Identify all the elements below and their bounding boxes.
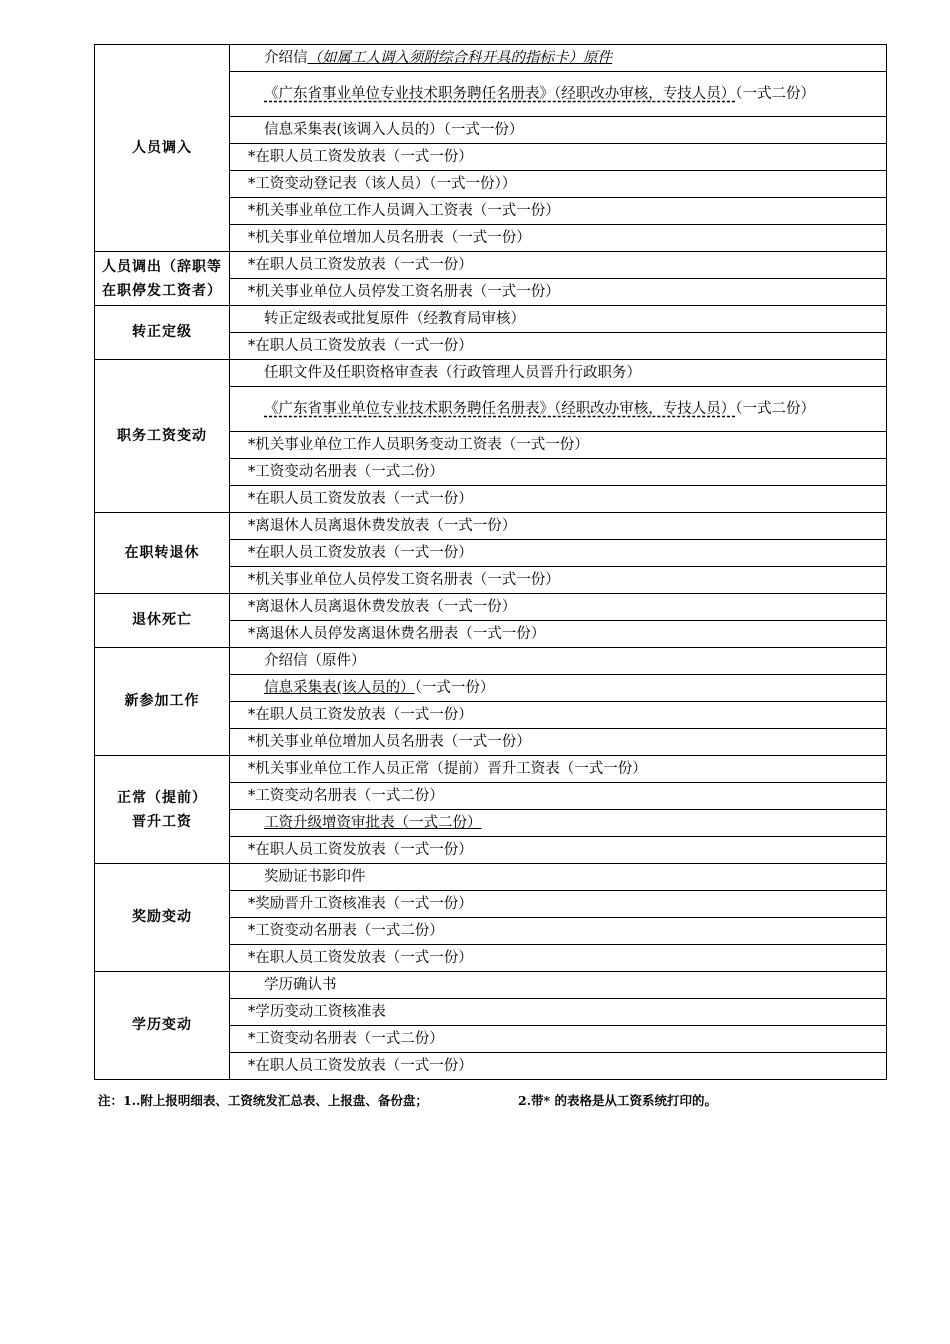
row-item	[230, 972, 887, 999]
row-text: *机关事业单位工作人员调入工资表（一式一份）	[248, 203, 560, 219]
category-award: 奖励变动	[95, 864, 230, 972]
row-item	[230, 648, 887, 675]
row-item	[230, 144, 887, 171]
row-item	[230, 810, 887, 837]
row-text-note: （一式一份）	[414, 680, 495, 696]
row-text: *在职人员工资发放表（一式一份）	[248, 842, 473, 858]
row-text: *在职人员工资发放表（一式一份）	[248, 707, 473, 723]
category-duty-change: 职务工资变动	[95, 360, 230, 513]
footnote-1: 注：1..附上报明细表、工资统发汇总表、上报盘、备份盘；	[98, 1093, 428, 1108]
row-item	[230, 252, 887, 279]
row-text: *学历变动工资核准表	[248, 1004, 386, 1020]
row-text: *工资变动名册表（一式二份）	[248, 464, 444, 480]
footnote	[98, 1091, 717, 1109]
row-text: *在职人员工资发放表（一式一份）	[248, 257, 473, 273]
row-item	[230, 171, 887, 198]
row-item	[230, 387, 887, 432]
row-item	[230, 918, 887, 945]
category-new-hire: 新参加工作	[95, 648, 230, 756]
row-item	[230, 567, 887, 594]
row-item	[230, 198, 887, 225]
row-item	[230, 999, 887, 1026]
row-text: *工资变动登记表（该人员）（一式一份））	[248, 176, 517, 192]
row-item	[230, 333, 887, 360]
category-retiree-death: 退休死亡	[95, 594, 230, 648]
row-text: *工资变动名册表（一式二份）	[248, 788, 444, 804]
row-text: *机关事业单位增加人员名册表（一式一份）	[248, 230, 531, 246]
row-item	[230, 360, 887, 387]
row-item	[230, 225, 887, 252]
row-text: 介绍信（原件）	[264, 653, 366, 669]
row-item	[230, 729, 887, 756]
row-text: 介绍信	[264, 50, 308, 66]
row-item	[230, 540, 887, 567]
row-text: 信息采集表(该调入人员的）（一式一份）	[264, 122, 524, 138]
row-item	[230, 621, 887, 648]
row-text: *机关事业单位增加人员名册表（一式一份）	[248, 734, 531, 750]
row-text-note: （一式二份）	[735, 86, 815, 102]
row-item	[230, 702, 887, 729]
requirements-table	[94, 44, 887, 1080]
row-text: 《广东省事业单位专业技术职务聘任名册表》（经职改办审核，专技人员）	[264, 86, 736, 102]
category-retire: 在职转退休	[95, 513, 230, 594]
row-text: *奖励晋升工资核准表（一式一份）	[248, 896, 473, 912]
row-item	[230, 837, 887, 864]
row-text: *在职人员工资发放表（一式一份）	[248, 491, 473, 507]
row-item	[230, 783, 887, 810]
footnote-2: 2.带* 的表格是从工资系统打印的。	[518, 1093, 717, 1108]
row-text-note: （如属工人调入须附综合科开具的指标卡）原件	[307, 50, 612, 66]
row-item	[230, 513, 887, 540]
row-item	[230, 45, 887, 72]
category-transfer-in: 人员调入	[95, 45, 230, 252]
row-text: *离退休人员离退休费发放表（一式一份）	[248, 599, 517, 615]
row-text: *在职人员工资发放表（一式一份）	[248, 545, 473, 561]
row-item	[230, 72, 887, 117]
row-text: *在职人员工资发放表（一式一份）	[248, 950, 473, 966]
row-item	[230, 945, 887, 972]
category-promotion-label: 正常（提前）晋升工资	[117, 789, 207, 830]
row-text-note: （一式二份）	[735, 401, 815, 417]
row-item	[230, 279, 887, 306]
row-item	[230, 1026, 887, 1053]
category-promotion	[95, 756, 230, 864]
row-text: *在职人员工资发放表（一式一份）	[248, 1058, 473, 1074]
category-education: 学历变动	[95, 972, 230, 1080]
row-text: 转正定级表或批复原件（经教育局审核）	[264, 311, 525, 327]
row-text: *机关事业单位工作人员正常（提前）晋升工资表（一式一份）	[248, 761, 647, 777]
row-text: 工资升级增资审批表（一式二份）	[264, 815, 482, 831]
row-text: *工资变动名册表（一式二份）	[248, 1031, 444, 1047]
row-item	[230, 594, 887, 621]
row-item	[230, 756, 887, 783]
row-text: 《广东省事业单位专业技术职务聘任名册表》（经职改办审核，专技人员）	[264, 401, 736, 417]
row-text: 任职文件及任职资格审查表（行政管理人员晋升行政职务）	[264, 365, 641, 381]
row-text: *在职人员工资发放表（一式一份）	[248, 149, 473, 165]
row-text: 信息采集表(该人员的）	[264, 680, 415, 696]
row-text: *机关事业单位人员停发工资名册表（一式一份）	[248, 572, 560, 588]
row-text: *离退休人员停发离退休费名册表（一式一份）	[248, 626, 546, 642]
row-text: *工资变动名册表（一式二份）	[248, 923, 444, 939]
row-text: 奖励证书影印件	[264, 869, 366, 885]
row-text: *机关事业单位工作人员职务变动工资表（一式一份）	[248, 437, 589, 453]
row-item	[230, 1053, 887, 1080]
row-text: *机关事业单位人员停发工资名册表（一式一份）	[248, 284, 560, 300]
row-item	[230, 891, 887, 918]
category-transfer-out: 人员调出（辞职等在职停发工资者）	[95, 252, 230, 306]
row-item	[230, 459, 887, 486]
row-item	[230, 486, 887, 513]
row-text: 学历确认书	[264, 977, 337, 993]
row-text: *在职人员工资发放表（一式一份）	[248, 338, 473, 354]
row-item	[230, 864, 887, 891]
row-item	[230, 432, 887, 459]
category-regularize: 转正定级	[95, 306, 230, 360]
row-text: *离退休人员离退休费发放表（一式一份）	[248, 518, 517, 534]
row-item	[230, 675, 887, 702]
row-item	[230, 117, 887, 144]
row-item	[230, 306, 887, 333]
